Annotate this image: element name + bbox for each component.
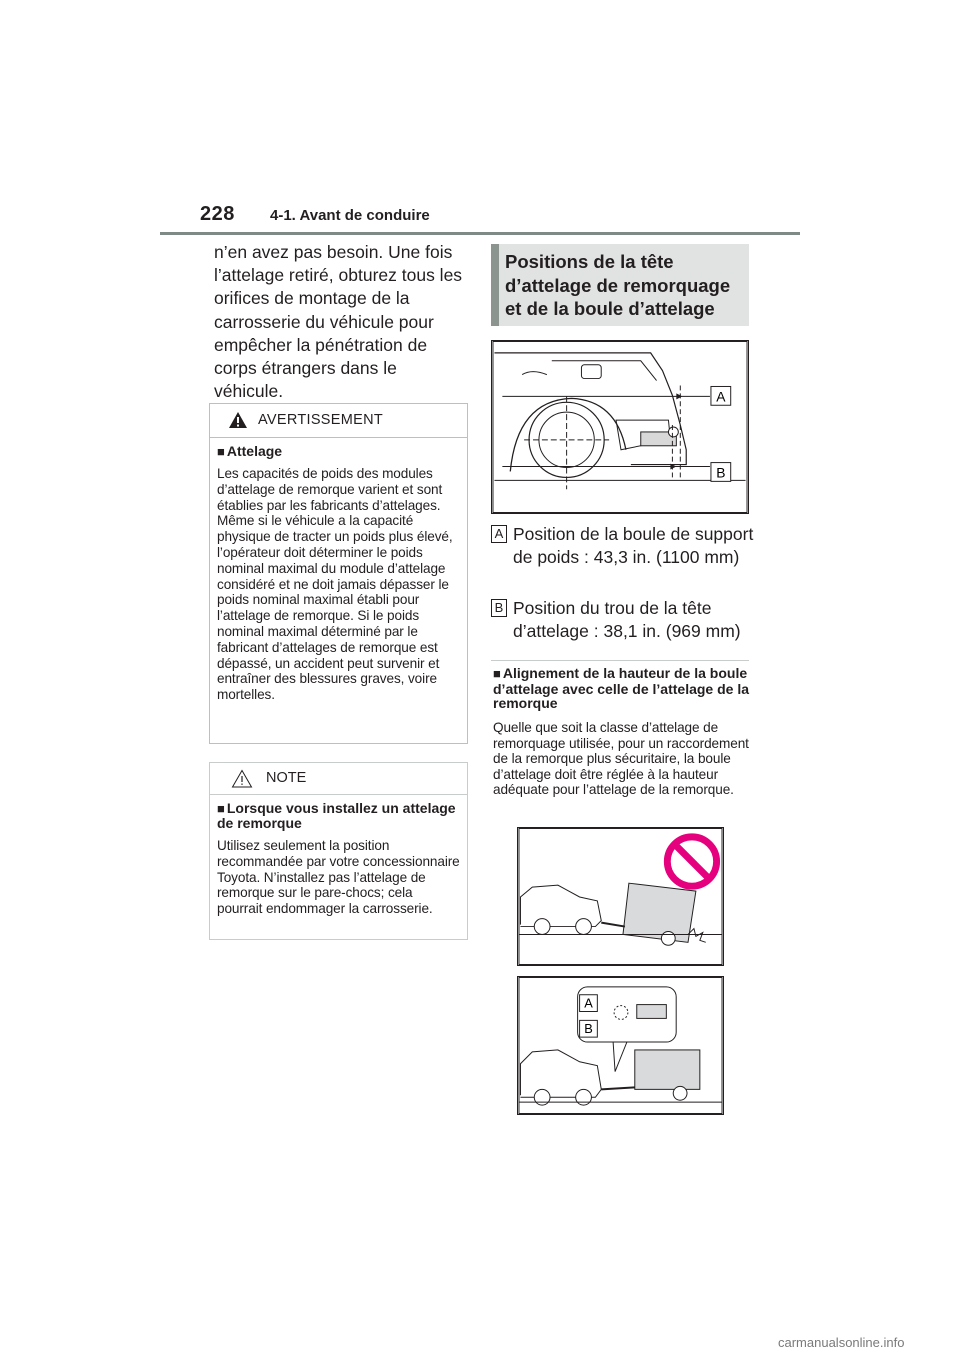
intro-paragraph: n’en avez pas besoin. Une fois l’attelage retiré, obturez tous les orifices de montage de la carrosserie du véhicule pour empêcher la pénétration de corps étrangers dans le véhicule. [214,242,463,402]
legend-text-b: Position du trou de la tête d’attelage : 38,1 in. (969 mm) [513,598,741,641]
warning-icon [228,411,248,429]
callout-label-b: B [584,1021,593,1037]
note-label: NOTE [266,770,307,786]
legend-item-a [491,523,761,569]
incorrect-alignment-diagram [517,827,724,966]
correct-alignment-diagram [517,976,724,1115]
diagram-label-b: B [716,464,726,481]
subsection-text: Quelle que soit la classe d’attelage de remorquage utilisée, pour un raccordement de la remorque plus sécuritaire, la boule d’attelage doit être réglée à la hauteur adéquate pour l’attelage de la remorque. [493,720,749,798]
diagram-label-a: A [716,388,726,405]
section-heading: Positions de la tête d’attelage de remorquage et de la boule d’attelage [505,251,731,319]
header-divider [160,232,800,235]
note-text: Utilisez seulement la position recommandée par votre concessionnaire Toyota. N’installez pas l’attelage de remorque sur le pare-chocs; cela pourrait endommager la carrosserie. [217,838,460,917]
note-heading: ■ Lorsque vous installez un attelage de remorque [217,800,456,831]
legend-tag-a: A [491,525,507,543]
section-heading-bar [491,244,749,326]
legend-tag-b: B [491,599,507,617]
subsection-divider [491,660,749,661]
warning-heading: ■ Attelage [217,443,283,459]
warning-header [210,404,467,438]
watermark: carmanualsonline.info [778,1335,905,1350]
legend-text-a: Position de la boule de support de poids : 43,3 in. (1100 mm) [513,524,754,567]
warning-box [209,403,468,744]
section-title: 4-1. Avant de conduire [270,207,430,224]
caution-outline-icon [231,769,253,788]
note-box [209,762,468,940]
warning-label: AVERTISSEMENT [258,412,384,428]
warning-text: Les capacités de poids des modules d’attelage de remorque varient et sont établies par les fabricants d’attelages. Même si le véhicule a la capacité physique de tracter un poids plus élevé, l’opérateur doit déterminer le poids nominal maximal du module d’attelage considéré et ne doit jamais dépasser le poids nominal maximal établi pour l’attelage de remorque. Si le poids nominal maximal déterminé par le fabricant d’attelages de remorque est dépassé, un accident peut survenir et entraîner des blessures graves, voire mortelles. [217,466,453,703]
callout-label-a: A [584,995,593,1011]
hitch-position-diagram [491,340,749,514]
page-number: 228 [200,203,235,225]
subsection-heading: ■ Alignement de la hauteur de la boule d’attelage avec celle de l’attelage de la remorque [493,665,750,711]
legend-item-b [491,597,761,643]
note-header [210,763,467,795]
